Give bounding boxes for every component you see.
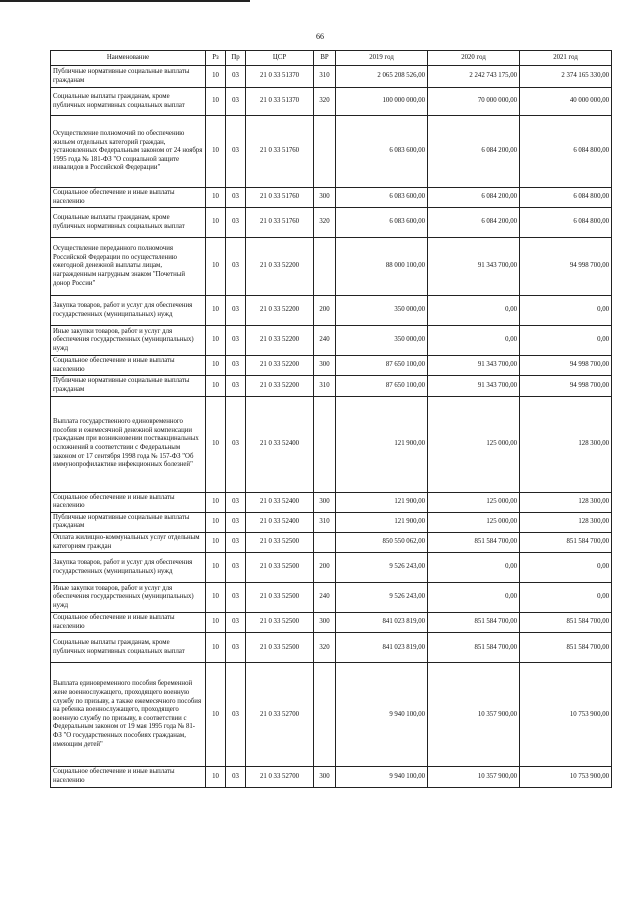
- row-csr: 21 0 33 52500: [246, 532, 314, 552]
- row-vr: 320: [314, 633, 336, 663]
- row-name: Осуществление переданного полномочия Российской Федерации по осуществлению ежегодной денежной выплаты лицам, награжденным нагрудным знаком "Почетный донор России": [51, 238, 206, 296]
- row-csr: 21 0 33 52700: [246, 767, 314, 787]
- row-rz: 10: [206, 512, 226, 532]
- row-csr: 21 0 33 51760: [246, 208, 314, 238]
- row-2020: 125 000,00: [428, 492, 520, 512]
- row-2021: 128 300,00: [520, 512, 612, 532]
- row-2020: 2 242 743 175,00: [428, 66, 520, 88]
- row-rz: 10: [206, 583, 226, 613]
- row-rz: 10: [206, 208, 226, 238]
- row-rz: 10: [206, 66, 226, 88]
- row-rz: 10: [206, 326, 226, 356]
- row-csr: 21 0 33 52200: [246, 296, 314, 326]
- row-name: Иные закупки товаров, работ и услуг для обеспечения государственных (муниципальных) нужд: [51, 326, 206, 356]
- row-2020: 125 000,00: [428, 512, 520, 532]
- table-row: [51, 296, 612, 326]
- row-2020: 0,00: [428, 553, 520, 583]
- row-2019: 121 900,00: [336, 512, 428, 532]
- table-row: [51, 238, 612, 296]
- row-vr: [314, 396, 336, 492]
- row-pr: 03: [226, 396, 246, 492]
- row-vr: 310: [314, 512, 336, 532]
- row-rz: 10: [206, 238, 226, 296]
- scan-edge-line: [0, 0, 250, 2]
- row-rz: 10: [206, 296, 226, 326]
- row-2019: 350 000,00: [336, 326, 428, 356]
- row-rz: 10: [206, 532, 226, 552]
- table-row: [51, 116, 612, 188]
- row-pr: 03: [226, 663, 246, 767]
- table-row: [51, 553, 612, 583]
- row-name: Закупка товаров, работ и услуг для обеспечения государственных (муниципальных) нужд: [51, 553, 206, 583]
- row-rz: 10: [206, 613, 226, 633]
- table-row: [51, 663, 612, 767]
- row-vr: 320: [314, 208, 336, 238]
- row-csr: 21 0 33 52500: [246, 583, 314, 613]
- header-csr: ЦСР: [246, 51, 314, 66]
- row-vr: [314, 116, 336, 188]
- row-2021: 40 000 000,00: [520, 88, 612, 116]
- row-name: Оплата жилищно-коммунальных услуг отдельным категориям граждан: [51, 532, 206, 552]
- row-2021: 6 084 800,00: [520, 208, 612, 238]
- row-2019: 87 650 100,00: [336, 356, 428, 376]
- row-2019: 121 900,00: [336, 396, 428, 492]
- page-number: 66: [316, 32, 324, 41]
- row-csr: 21 0 33 52400: [246, 396, 314, 492]
- row-vr: 320: [314, 88, 336, 116]
- table-row: [51, 613, 612, 633]
- table-row: [51, 188, 612, 208]
- table-row: [51, 66, 612, 88]
- row-rz: 10: [206, 188, 226, 208]
- row-pr: 03: [226, 492, 246, 512]
- row-2019: 850 550 062,00: [336, 532, 428, 552]
- row-name: Выплата государственного единовременного пособия и ежемесячной денежной компенсации гражданам при возникновении поствакцинальных осложнений в соответствии с Федеральным законом от 17 сентября 1998 года № 157-ФЗ "Об иммунопрофилактике инфекционных болезней": [51, 396, 206, 492]
- row-csr: 21 0 33 52500: [246, 633, 314, 663]
- row-pr: 03: [226, 583, 246, 613]
- row-csr: 21 0 33 52500: [246, 553, 314, 583]
- row-2019: 9 940 100,00: [336, 767, 428, 787]
- table-row: [51, 767, 612, 787]
- row-csr: 21 0 33 52200: [246, 356, 314, 376]
- table-row: [51, 512, 612, 532]
- row-2021: 10 753 900,00: [520, 767, 612, 787]
- row-vr: 240: [314, 583, 336, 613]
- row-2019: 6 083 600,00: [336, 188, 428, 208]
- row-vr: 300: [314, 767, 336, 787]
- row-vr: [314, 532, 336, 552]
- row-csr: 21 0 33 52200: [246, 326, 314, 356]
- row-2020: 851 584 700,00: [428, 633, 520, 663]
- table-row: [51, 633, 612, 663]
- row-csr: 21 0 33 51370: [246, 88, 314, 116]
- row-vr: 300: [314, 492, 336, 512]
- row-2020: 10 357 900,00: [428, 663, 520, 767]
- row-2020: 0,00: [428, 326, 520, 356]
- row-2020: 851 584 700,00: [428, 532, 520, 552]
- table-row: [51, 88, 612, 116]
- row-2021: 6 084 800,00: [520, 116, 612, 188]
- table-row: [51, 376, 612, 396]
- row-csr: 21 0 33 51760: [246, 116, 314, 188]
- row-rz: 10: [206, 356, 226, 376]
- row-2021: 2 374 165 330,00: [520, 66, 612, 88]
- row-csr: 21 0 33 52200: [246, 238, 314, 296]
- row-pr: 03: [226, 116, 246, 188]
- row-name: Иные закупки товаров, работ и услуг для обеспечения государственных (муниципальных) нужд: [51, 583, 206, 613]
- table-row: [51, 396, 612, 492]
- row-csr: 21 0 33 52500: [246, 613, 314, 633]
- row-2019: 88 000 100,00: [336, 238, 428, 296]
- row-name: Осуществление полномочий по обеспечению жильем отдельных категорий граждан, установленных Федеральным законом от 24 ноября 1995 года № 181-ФЗ "О социальной защите инвалидов в Российской Федерации": [51, 116, 206, 188]
- row-2021: 0,00: [520, 553, 612, 583]
- row-csr: 21 0 33 52400: [246, 492, 314, 512]
- row-2020: 0,00: [428, 296, 520, 326]
- row-2021: 851 584 700,00: [520, 613, 612, 633]
- row-pr: 03: [226, 188, 246, 208]
- row-2021: 0,00: [520, 583, 612, 613]
- row-name: Социальные выплаты гражданам, кроме публичных нормативных социальных выплат: [51, 208, 206, 238]
- row-vr: 310: [314, 376, 336, 396]
- row-2019: 100 000 000,00: [336, 88, 428, 116]
- row-name: Социальное обеспечение и иные выплаты населению: [51, 356, 206, 376]
- row-2021: 128 300,00: [520, 396, 612, 492]
- row-vr: 240: [314, 326, 336, 356]
- row-2019: 9 940 100,00: [336, 663, 428, 767]
- row-vr: 300: [314, 188, 336, 208]
- row-csr: 21 0 33 52200: [246, 376, 314, 396]
- row-2021: 6 084 800,00: [520, 188, 612, 208]
- row-pr: 03: [226, 512, 246, 532]
- row-pr: 03: [226, 356, 246, 376]
- row-csr: 21 0 33 51370: [246, 66, 314, 88]
- row-pr: 03: [226, 553, 246, 583]
- row-2019: 841 023 819,00: [336, 613, 428, 633]
- row-name: Социальное обеспечение и иные выплаты населению: [51, 492, 206, 512]
- row-name: Публичные нормативные социальные выплаты гражданам: [51, 376, 206, 396]
- row-rz: 10: [206, 88, 226, 116]
- row-csr: 21 0 33 52700: [246, 663, 314, 767]
- row-csr: 21 0 33 51760: [246, 188, 314, 208]
- row-rz: 10: [206, 633, 226, 663]
- budget-table: [50, 50, 612, 788]
- row-pr: 03: [226, 66, 246, 88]
- row-pr: 03: [226, 326, 246, 356]
- table-row: [51, 356, 612, 376]
- header-2019: 2019 год: [336, 51, 428, 66]
- row-2021: 94 998 700,00: [520, 376, 612, 396]
- row-pr: 03: [226, 613, 246, 633]
- row-2020: 91 343 700,00: [428, 238, 520, 296]
- row-pr: 03: [226, 633, 246, 663]
- row-rz: 10: [206, 663, 226, 767]
- header-name: Наименование: [51, 51, 206, 66]
- row-pr: 03: [226, 376, 246, 396]
- row-2019: 350 000,00: [336, 296, 428, 326]
- row-name: Социальное обеспечение и иные выплаты населению: [51, 767, 206, 787]
- row-2020: 0,00: [428, 583, 520, 613]
- header-2020: 2020 год: [428, 51, 520, 66]
- row-2020: 10 357 900,00: [428, 767, 520, 787]
- row-2020: 6 084 200,00: [428, 188, 520, 208]
- row-2019: 6 083 600,00: [336, 208, 428, 238]
- table-row: [51, 532, 612, 552]
- row-name: Публичные нормативные социальные выплаты гражданам: [51, 66, 206, 88]
- row-2020: 6 084 200,00: [428, 116, 520, 188]
- row-pr: 03: [226, 88, 246, 116]
- row-name: Социальное обеспечение и иные выплаты населению: [51, 188, 206, 208]
- row-vr: 200: [314, 296, 336, 326]
- row-rz: 10: [206, 376, 226, 396]
- header-vr: ВР: [314, 51, 336, 66]
- row-2021: 94 998 700,00: [520, 238, 612, 296]
- table-row: [51, 208, 612, 238]
- row-pr: 03: [226, 296, 246, 326]
- row-2019: 9 526 243,00: [336, 553, 428, 583]
- row-2019: 2 065 208 526,00: [336, 66, 428, 88]
- row-vr: [314, 663, 336, 767]
- row-vr: 310: [314, 66, 336, 88]
- row-vr: 300: [314, 613, 336, 633]
- row-name: Закупка товаров, работ и услуг для обеспечения государственных (муниципальных) нужд: [51, 296, 206, 326]
- row-rz: 10: [206, 116, 226, 188]
- row-2021: 0,00: [520, 296, 612, 326]
- row-vr: 200: [314, 553, 336, 583]
- row-2020: 91 343 700,00: [428, 376, 520, 396]
- row-2021: 10 753 900,00: [520, 663, 612, 767]
- table-row: [51, 492, 612, 512]
- row-csr: 21 0 33 52400: [246, 512, 314, 532]
- row-pr: 03: [226, 208, 246, 238]
- row-2021: 128 300,00: [520, 492, 612, 512]
- row-2020: 6 084 200,00: [428, 208, 520, 238]
- row-name: Публичные нормативные социальные выплаты гражданам: [51, 512, 206, 532]
- row-pr: 03: [226, 238, 246, 296]
- header-pr: Пр: [226, 51, 246, 66]
- row-2020: 125 000,00: [428, 396, 520, 492]
- row-rz: 10: [206, 767, 226, 787]
- row-2021: 94 998 700,00: [520, 356, 612, 376]
- row-pr: 03: [226, 532, 246, 552]
- row-2019: 6 083 600,00: [336, 116, 428, 188]
- row-2020: 91 343 700,00: [428, 356, 520, 376]
- row-2019: 121 900,00: [336, 492, 428, 512]
- row-2019: 87 650 100,00: [336, 376, 428, 396]
- row-2021: 851 584 700,00: [520, 532, 612, 552]
- row-rz: 10: [206, 492, 226, 512]
- row-rz: 10: [206, 396, 226, 492]
- row-2019: 841 023 819,00: [336, 633, 428, 663]
- header-rz: Рз: [206, 51, 226, 66]
- row-2020: 851 584 700,00: [428, 613, 520, 633]
- row-vr: 300: [314, 356, 336, 376]
- table-header-row: [51, 51, 612, 66]
- row-pr: 03: [226, 767, 246, 787]
- row-name: Выплата единовременного пособия беременной жене военнослужащего, проходящего военную службу по призыву, а также ежемесячного пособия на ребенка военнослужащего, проходящего военную службу по призыву, в соответствии с Федеральным законом от 19 мая 1995 года № 81-ФЗ "О государственных пособиях гражданам, имеющим детей": [51, 663, 206, 767]
- header-2021: 2021 год: [520, 51, 612, 66]
- row-name: Социальное обеспечение и иные выплаты населению: [51, 613, 206, 633]
- row-rz: 10: [206, 553, 226, 583]
- row-vr: [314, 238, 336, 296]
- row-name: Социальные выплаты гражданам, кроме публичных нормативных социальных выплат: [51, 633, 206, 663]
- row-2019: 9 526 243,00: [336, 583, 428, 613]
- table-row: [51, 583, 612, 613]
- row-2021: 0,00: [520, 326, 612, 356]
- row-2021: 851 584 700,00: [520, 633, 612, 663]
- row-name: Социальные выплаты гражданам, кроме публичных нормативных социальных выплат: [51, 88, 206, 116]
- row-2020: 70 000 000,00: [428, 88, 520, 116]
- table-row: [51, 326, 612, 356]
